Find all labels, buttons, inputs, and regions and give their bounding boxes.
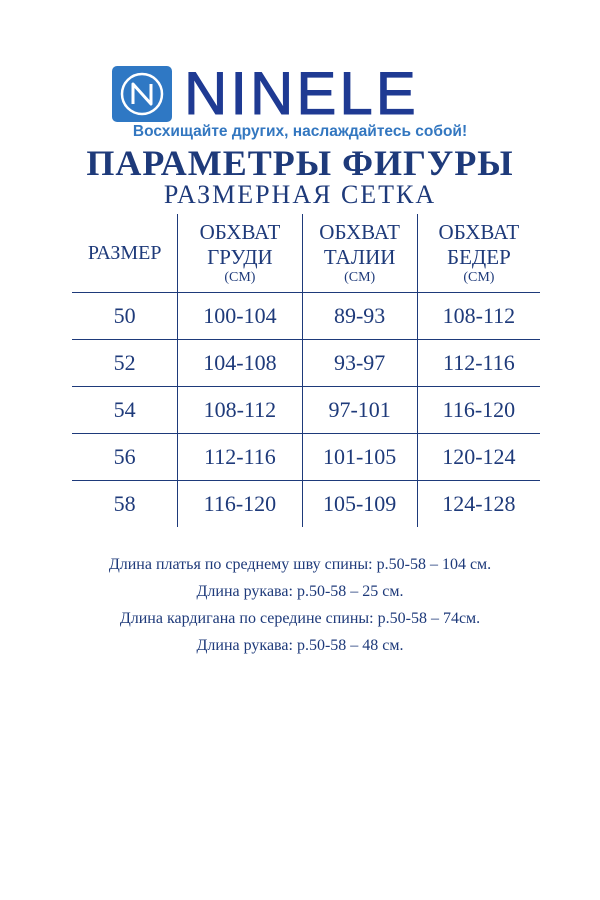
cell-hips: 108-112: [417, 293, 540, 340]
logo-n-emblem-icon: [112, 66, 172, 122]
header-chest-unit: (СМ): [224, 270, 256, 285]
cell-hips: 124-128: [417, 481, 540, 528]
measurement-notes: [0, 551, 600, 659]
cell-chest: 104-108: [178, 340, 302, 387]
page-title: ПАРАМЕТРЫ ФИГУРЫ: [86, 143, 514, 183]
header-chest: [178, 214, 302, 293]
table-header-row: [72, 214, 540, 293]
cell-waist: 89-93: [302, 293, 417, 340]
header-size: [72, 214, 178, 293]
header-chest-line1: ОБХВАТ: [199, 220, 281, 244]
cell-chest: 108-112: [178, 387, 302, 434]
cell-size: 58: [113, 491, 136, 516]
note-sleeve-length-cardigan: Длина рукава: р.50-58 – 48 см.: [196, 637, 404, 654]
header-chest-line2: ГРУДИ: [207, 245, 273, 269]
n-circle-icon: [119, 71, 165, 117]
header-waist-line1: ОБХВАТ: [319, 220, 400, 244]
cell-size: 54: [113, 397, 136, 422]
cell-chest: 100-104: [178, 293, 302, 340]
cell-waist: 105-109: [302, 481, 417, 528]
cell-waist: 97-101: [302, 387, 417, 434]
table-row: [72, 434, 540, 481]
page-subtitle: РАЗМЕРНАЯ СЕТКА: [163, 180, 437, 209]
cell-size: 56: [113, 444, 136, 469]
cell-chest: 116-120: [178, 481, 302, 528]
note-dress-length: Длина платья по среднему шву спины: р.50-58 – 104 см.: [108, 556, 492, 573]
size-chart-table: [72, 214, 540, 527]
brand-tagline: Восхищайте других, наслаждайтесь собой!: [132, 123, 468, 140]
cell-waist: 93-97: [302, 340, 417, 387]
brand-logo: [112, 60, 419, 127]
header-waist: [302, 214, 417, 293]
header-hips-line2: БЕДЕР: [447, 245, 511, 269]
header-waist-unit: (СМ): [344, 270, 376, 285]
header-hips: [417, 214, 540, 293]
note-cardigan-length: Длина кардигана по середине спины: р.50-58 – 74см.: [119, 610, 481, 627]
cell-chest: 112-116: [178, 434, 302, 481]
brand-name: NINELE: [184, 60, 419, 127]
cell-size: 50: [113, 303, 136, 328]
header-hips-line1: ОБХВАТ: [438, 220, 520, 244]
table-row: [72, 293, 540, 340]
header-hips-unit: (СМ): [463, 270, 495, 285]
table-row: [72, 340, 540, 387]
header-waist-line2: ТАЛИИ: [323, 245, 396, 269]
cell-size: 52: [113, 350, 136, 375]
cell-hips: 112-116: [417, 340, 540, 387]
cell-hips: 120-124: [417, 434, 540, 481]
table-row: [72, 387, 540, 434]
cell-hips: 116-120: [417, 387, 540, 434]
table-row: [72, 481, 540, 528]
note-sleeve-length-dress: Длина рукава: р.50-58 – 25 см.: [196, 583, 404, 600]
header-size-label: РАЗМЕР: [87, 241, 162, 264]
cell-waist: 101-105: [302, 434, 417, 481]
